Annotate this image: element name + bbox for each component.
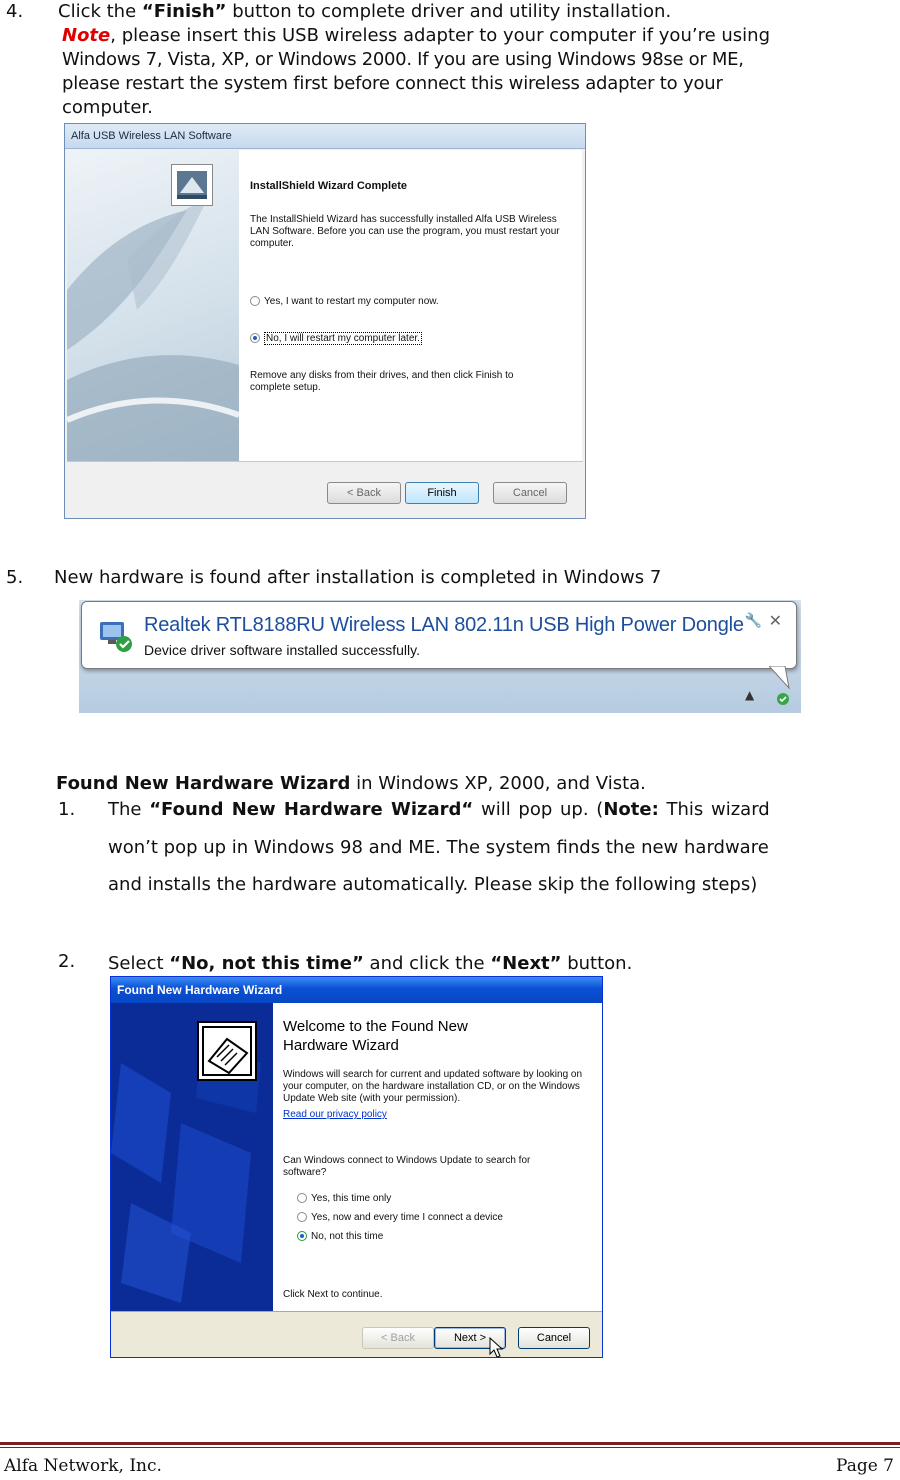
mouse-cursor-icon [489, 1337, 505, 1358]
note-line-4: computer. [62, 97, 153, 118]
section-heading [56, 772, 646, 795]
section-title: Found New Hardware Wizard [56, 773, 351, 794]
step4-text-pre: Click the [58, 1, 142, 22]
yes-every-time-label: Yes, now and every time I connect a device [311, 1212, 503, 1223]
item2-number: 2. [58, 951, 76, 972]
wizard2-question: Can Windows connect to Windows Update to search for software? [283, 1155, 531, 1178]
item1-mid: will pop up. ( [473, 799, 604, 820]
item2-next: “Next” [490, 953, 562, 974]
window-title: Alfa USB Wireless LAN Software [65, 124, 585, 149]
restart-now-label: Yes, I want to restart my computer now. [264, 296, 439, 307]
item2-pre: Select [108, 953, 170, 974]
step4-text-post: button to complete driver and utility installation. [226, 1, 672, 22]
driver-installed-balloon[interactable] [81, 601, 797, 669]
item1-note-label: Note: [603, 799, 659, 820]
note-line-1 [62, 24, 770, 47]
item1-pre: The [108, 799, 150, 820]
no-not-this-time-label: No, not this time [311, 1231, 384, 1242]
radio-yes-this-time[interactable] [297, 1193, 307, 1203]
banner-swoosh-art [67, 150, 239, 461]
click-next-text: Click Next to continue. [283, 1289, 383, 1300]
xp-back-button[interactable]: < Back [362, 1327, 434, 1349]
radio-no-not-this-time[interactable] [297, 1231, 307, 1241]
xp-window-title: Found New Hardware Wizard [111, 977, 602, 1003]
options-wrench-icon[interactable]: 🔧 [744, 613, 762, 629]
wizard2-heading-line-2: Hardware Wizard [283, 1037, 399, 1054]
step5-number: 5. [6, 567, 24, 588]
option-no-not-this-time[interactable] [297, 1231, 603, 1243]
wizard1-remove-disks: Remove any disks from their drives, and then click Finish to complete setup. [250, 370, 514, 393]
restart-later-option[interactable] [250, 333, 570, 345]
tray-device-icon[interactable] [775, 690, 791, 706]
note-label: Note [62, 25, 111, 46]
wizard-side-banner [67, 150, 239, 461]
installshield-wizard-window [64, 123, 586, 519]
option-yes-every-time[interactable] [297, 1212, 603, 1224]
wizard2-content [273, 1003, 602, 1311]
option-yes-this-time[interactable] [297, 1193, 603, 1205]
item2-instruction [108, 952, 632, 975]
item2-option: “No, not this time” [169, 953, 364, 974]
step4-instruction [58, 0, 671, 23]
radio-restart-now[interactable] [250, 296, 260, 306]
section-suffix: in Windows XP, 2000, and Vista. [350, 773, 646, 794]
radio-restart-later[interactable] [250, 333, 260, 343]
wizard2-body: Windows will search for current and updated software by looking on your computer, on the hardware installation CD, or on the Windows Update Web site (with your permission). [283, 1069, 583, 1104]
cancel-button[interactable]: Cancel [493, 482, 567, 504]
radio-yes-every-time[interactable] [297, 1212, 307, 1222]
yes-this-time-label: Yes, this time only [311, 1193, 392, 1204]
restart-later-label: No, I will restart my computer later. [266, 333, 420, 344]
privacy-policy-link[interactable]: Read our privacy policy [283, 1109, 387, 1120]
footer-company: Alfa Network, Inc. [4, 1456, 162, 1476]
item1-wizard-name: “Found New Hardware Wizard“ [149, 799, 474, 820]
finish-button[interactable]: Finish [405, 482, 479, 504]
item1-line-3: and installs the hardware automatically. Please skip the following steps) [108, 874, 758, 895]
item1-line-1 [108, 798, 770, 821]
balloon-title: Realtek RTL8188RU Wireless LAN 802.11n USB High Power Dongle [144, 614, 744, 636]
found-new-hardware-wizard-window [110, 976, 603, 1358]
footer-rule-thick [0, 1442, 900, 1445]
item1-number: 1. [58, 799, 76, 820]
note-text-1: , please insert this USB wireless adapter to your computer if you’re using [110, 25, 770, 46]
wizard1-content [239, 150, 582, 461]
note-line-3: please restart the system first before connect this wireless adapter to your [62, 73, 723, 94]
close-icon[interactable]: ✕ [768, 611, 782, 630]
wizard2-separator [111, 1311, 602, 1312]
note-line-2: Windows 7, Vista, XP, or Windows 2000. If you are using Windows 98se or ME, [62, 49, 744, 70]
footer-page-number: Page 7 [836, 1456, 894, 1476]
show-hidden-icons-arrow-icon[interactable]: ▲ [745, 688, 755, 702]
item2-mid: and click the [363, 953, 491, 974]
xp-wizard-side-banner [111, 1003, 273, 1311]
win7-notification-screenshot [79, 600, 801, 713]
restart-now-option[interactable] [250, 296, 570, 308]
wizard1-separator [67, 461, 583, 462]
xp-next-button[interactable]: Next > [434, 1327, 506, 1349]
item1-line-2: won’t pop up in Windows 98 and ME. The system finds the new hardware [108, 837, 769, 858]
footer-rule-thin [0, 1447, 900, 1448]
step5-text: New hardware is found after installation is completed in Windows 7 [54, 567, 662, 588]
xp-cancel-button[interactable]: Cancel [518, 1327, 590, 1349]
step4-number: 4. [6, 1, 24, 22]
wizard1-body: The InstallShield Wizard has successfully installed Alfa USB Wireless LAN Software. Before you can use the program, you must restart your computer. [250, 214, 560, 249]
hardware-wizard-icon [197, 1021, 257, 1081]
wizard2-heading [283, 1017, 468, 1055]
back-button[interactable]: < Back [327, 482, 401, 504]
balloon-message: Device driver software installed successfully. [144, 642, 420, 658]
balloon-pointer [769, 666, 799, 690]
wizard1-heading: InstallShield Wizard Complete [250, 180, 407, 192]
item1-line1-rest: This wizard [658, 799, 770, 820]
finish-emphasis: “Finish” [141, 1, 227, 22]
installshield-logo-icon [171, 164, 213, 206]
device-driver-icon [96, 614, 136, 654]
wizard2-heading-line-1: Welcome to the Found New [283, 1018, 468, 1035]
item2-post: button. [561, 953, 633, 974]
